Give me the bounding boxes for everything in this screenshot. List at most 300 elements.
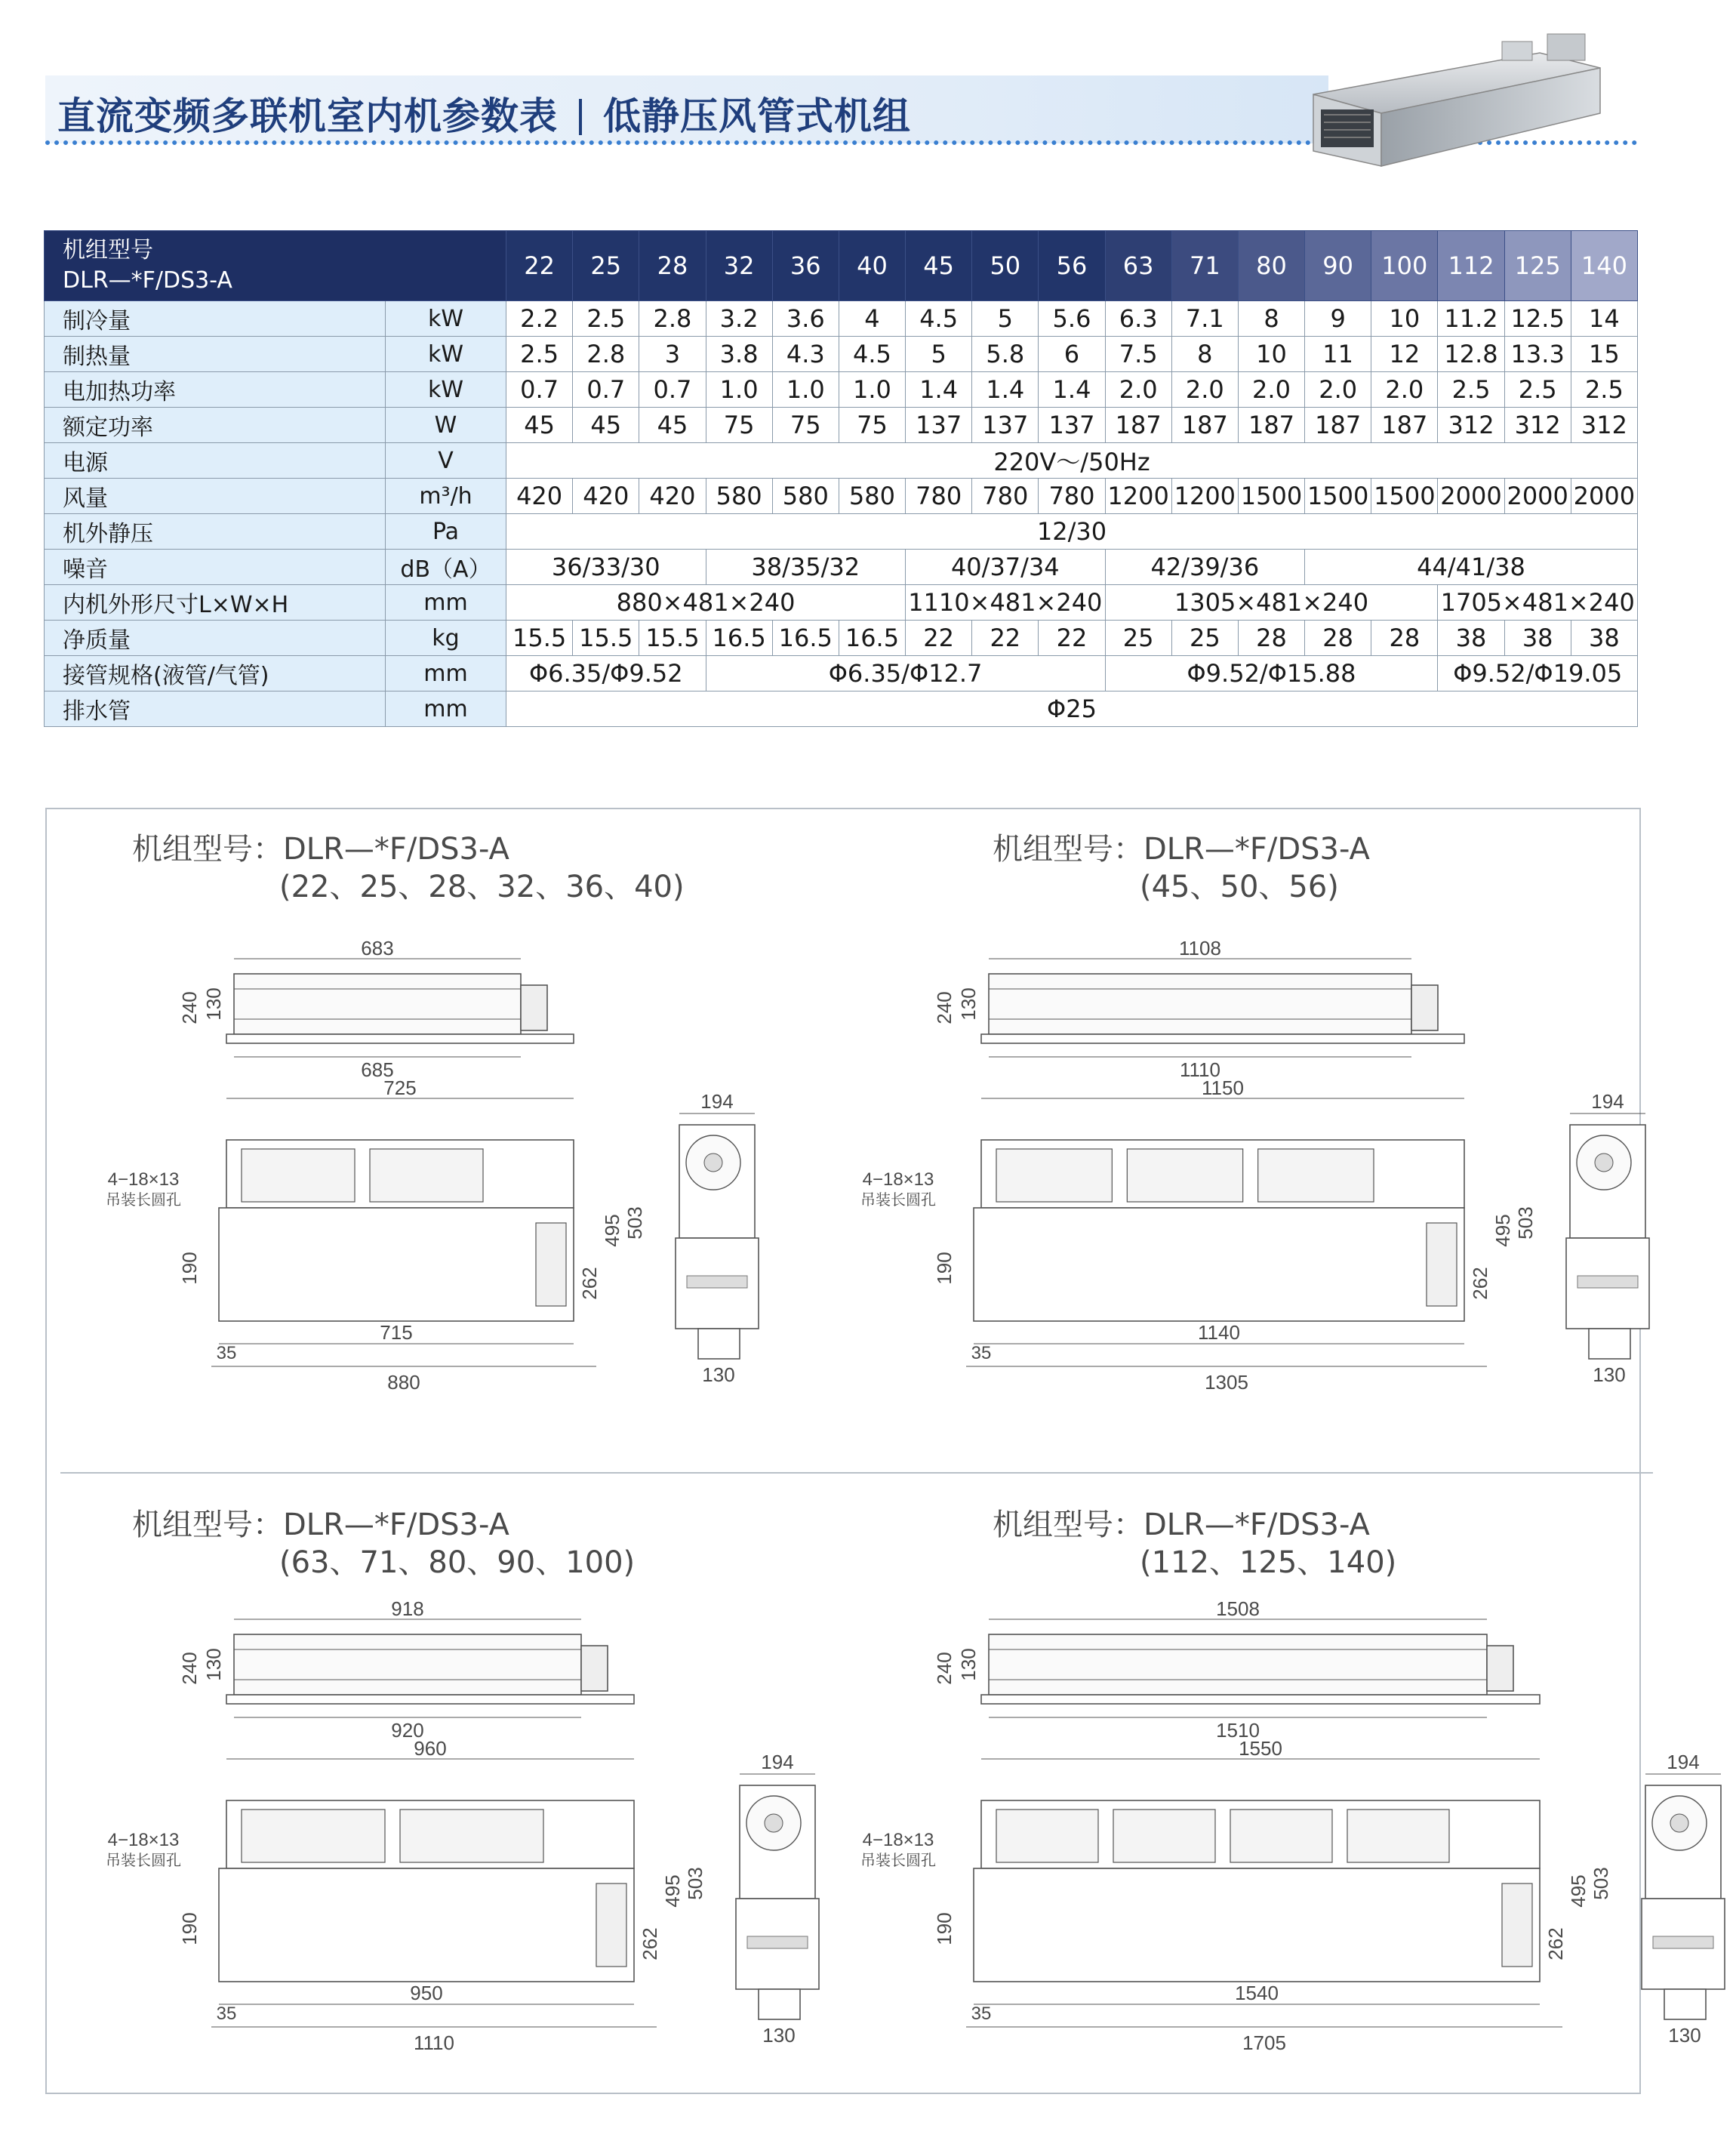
dimension-label: 240 — [178, 1652, 201, 1685]
dimension-label: 吊装长圆孔 — [106, 1192, 181, 1209]
table-cell: Φ6.35/Φ9.52 — [506, 656, 706, 691]
table-cell: 11.2 — [1438, 301, 1504, 337]
dimension-label: 1150 — [1202, 1076, 1244, 1099]
dimension-label: 715 — [380, 1321, 413, 1344]
table-cell: 12 — [1371, 337, 1438, 372]
table-cell: 75 — [772, 408, 839, 443]
table-cell: 1500 — [1238, 479, 1304, 514]
model-col: 71 — [1171, 231, 1238, 301]
table-cell: 25 — [1171, 621, 1238, 656]
table-cell: 10 — [1238, 337, 1304, 372]
table-cell: 312 — [1438, 408, 1504, 443]
table-cell: 187 — [1238, 408, 1304, 443]
fan-icon — [370, 1149, 483, 1202]
row-unit: W — [386, 408, 506, 443]
table-cell: 137 — [906, 408, 972, 443]
table-cell: 15.5 — [506, 621, 573, 656]
table-cell: 420 — [506, 479, 573, 514]
coil-box — [219, 1208, 574, 1321]
dimension-label: 1110 — [414, 2031, 454, 2054]
model-col: 100 — [1371, 231, 1438, 301]
top-view-body — [234, 1634, 581, 1695]
row-unit: kW — [386, 337, 506, 372]
table-cell: 1500 — [1371, 479, 1438, 514]
model-col: 125 — [1504, 231, 1571, 301]
model-col: 40 — [839, 231, 905, 301]
fan-icon — [400, 1810, 543, 1862]
table-cell: 36/33/30 — [506, 550, 706, 585]
table-cell: 45 — [573, 408, 639, 443]
drawing-model-code: 机组型号：DLR—*F/DS3-A — [993, 832, 1370, 867]
pipe-connector — [1502, 1883, 1532, 1967]
drawing-title — [993, 830, 1370, 906]
model-header-label: 机组型号 — [63, 237, 153, 263]
table-cell: 16.5 — [706, 621, 772, 656]
dimension-label: 685 — [361, 1058, 394, 1081]
dimension-label: 240 — [933, 991, 956, 1024]
table-cell: 5.8 — [972, 337, 1039, 372]
dimension-label: 190 — [178, 1912, 201, 1945]
model-header-code: DLR—*F/DS3-A — [63, 267, 232, 294]
model-col: 80 — [1238, 231, 1304, 301]
table-cell: 880×481×240 — [506, 585, 906, 621]
dimension-label: 262 — [1469, 1267, 1491, 1300]
model-col: 22 — [506, 231, 573, 301]
row-label: 制冷量 — [45, 301, 386, 337]
dimension-label: 190 — [933, 1912, 956, 1945]
table-cell: 2.0 — [1371, 372, 1438, 408]
dimension-label: 吊装长圆孔 — [860, 1853, 936, 1869]
fan-icon — [996, 1810, 1098, 1862]
dimension-label: 1140 — [1198, 1321, 1240, 1344]
table-cell: 2.2 — [506, 301, 573, 337]
table-cell: 580 — [706, 479, 772, 514]
dimension-drawing — [106, 1597, 868, 2087]
table-cell: 13.3 — [1504, 337, 1571, 372]
table-cell: 1200 — [1105, 479, 1171, 514]
table-cell: Φ9.52/Φ19.05 — [1438, 656, 1638, 691]
model-col: 28 — [639, 231, 706, 301]
table-cell: 2.0 — [1305, 372, 1371, 408]
mount-rail — [226, 1034, 574, 1043]
row-label: 制热量 — [45, 337, 386, 372]
table-cell: 38 — [1438, 621, 1504, 656]
pipe-connector — [581, 1646, 608, 1691]
row-label: 净质量 — [45, 621, 386, 656]
table-cell: 1.4 — [906, 372, 972, 408]
table-cell: 1.4 — [972, 372, 1039, 408]
dimension-label: 262 — [1544, 1927, 1567, 1960]
blower-hub-icon — [1595, 1154, 1613, 1172]
dimension-label: 503 — [1514, 1206, 1537, 1240]
dimension-label: 920 — [391, 1719, 424, 1742]
table-cell: 1.0 — [706, 372, 772, 408]
drawing-model-code: 机组型号：DLR—*F/DS3-A — [993, 1508, 1370, 1542]
table-cell: Φ6.35/Φ12.7 — [706, 656, 1105, 691]
row-label: 风量 — [45, 479, 386, 514]
table-cell: 11 — [1305, 337, 1371, 372]
fan-icon — [1127, 1149, 1242, 1202]
dimension-label: 240 — [178, 991, 201, 1024]
blower-hub-icon — [1670, 1814, 1688, 1832]
coil-box — [219, 1868, 634, 1982]
dimension-drawing — [860, 937, 1626, 1427]
dimension-label: 194 — [1591, 1090, 1624, 1113]
table-cell: 187 — [1171, 408, 1238, 443]
mount-rail — [226, 1695, 634, 1704]
dimension-label: 495 — [1567, 1874, 1590, 1908]
dimension-label: 1305 — [1205, 1371, 1248, 1394]
dimension-label: 130 — [957, 987, 980, 1021]
drawing-title — [132, 1506, 635, 1582]
table-cell: 2.5 — [1504, 372, 1571, 408]
table-cell: 12.8 — [1438, 337, 1504, 372]
table-cell: 12.5 — [1504, 301, 1571, 337]
table-cell: 780 — [1039, 479, 1105, 514]
dimension-label: 1108 — [1179, 937, 1221, 959]
title-right: 低静压风管式机组 — [603, 94, 911, 138]
spec-table — [44, 230, 1638, 727]
table-cell: 4 — [839, 301, 905, 337]
fan-icon — [1258, 1149, 1374, 1202]
table-cell: 5.6 — [1039, 301, 1105, 337]
drawing-model-list: (22、25、28、32、36、40) — [279, 870, 685, 904]
drawing-model-list: (45、50、56) — [1140, 870, 1339, 904]
model-col: 63 — [1105, 231, 1171, 301]
table-cell: 1110×481×240 — [906, 585, 1106, 621]
table-cell: 2.5 — [506, 337, 573, 372]
filter-grille — [1577, 1276, 1638, 1288]
table-cell: 4.5 — [839, 337, 905, 372]
table-cell: 2.0 — [1238, 372, 1304, 408]
row-label: 接管规格(液管/气管) — [45, 656, 386, 691]
row-unit: m³/h — [386, 479, 506, 514]
table-cell: 137 — [1039, 408, 1105, 443]
table-row — [45, 301, 1638, 337]
table-row — [45, 514, 1638, 550]
table-row — [45, 479, 1638, 514]
dimension-label: 130 — [762, 2024, 796, 2047]
table-cell: 312 — [1571, 408, 1637, 443]
fan-icon — [1347, 1810, 1449, 1862]
coil-box — [974, 1208, 1464, 1321]
table-cell: 28 — [1238, 621, 1304, 656]
table-cell: 780 — [972, 479, 1039, 514]
title-separator — [579, 99, 582, 135]
fan-icon — [242, 1149, 355, 1202]
table-cell: 2000 — [1571, 479, 1637, 514]
dimension-label: 1510 — [1216, 1719, 1260, 1742]
dimension-label: 1110 — [1180, 1058, 1220, 1081]
title-left: 直流变频多联机室内机参数表 — [57, 94, 558, 138]
row-unit: mm — [386, 691, 506, 727]
row-unit: kW — [386, 301, 506, 337]
table-row — [45, 691, 1638, 727]
table-row — [45, 621, 1638, 656]
fan-icon — [996, 1149, 1112, 1202]
table-cell: 6.3 — [1105, 301, 1171, 337]
table-row — [45, 585, 1638, 621]
table-cell: 12/30 — [506, 514, 1638, 550]
table-cell: 4.3 — [772, 337, 839, 372]
dimension-label: 吊装长圆孔 — [106, 1853, 181, 1869]
dimension-label: 194 — [1667, 1751, 1700, 1773]
dimension-label: 4−18×13 — [107, 1830, 180, 1850]
table-cell: 8 — [1238, 301, 1304, 337]
model-col: 140 — [1571, 231, 1637, 301]
table-cell: 22 — [906, 621, 972, 656]
table-cell: 38/35/32 — [706, 550, 906, 585]
filter-grille — [1653, 1936, 1713, 1948]
table-cell: 28 — [1305, 621, 1371, 656]
table-cell: 5 — [972, 301, 1039, 337]
table-cell: 2.0 — [1171, 372, 1238, 408]
coil-box — [974, 1868, 1540, 1982]
row-label: 额定功率 — [45, 408, 386, 443]
blower-hub-icon — [765, 1814, 783, 1832]
drawing-title — [993, 1506, 1396, 1582]
dimension-label: 918 — [391, 1597, 424, 1620]
top-view-body — [234, 974, 521, 1034]
drawing-model-list: (63、71、80、90、100) — [279, 1545, 636, 1580]
table-cell: 14 — [1571, 301, 1637, 337]
row-label: 排水管 — [45, 691, 386, 727]
drain-outlet — [698, 1329, 740, 1359]
table-cell: 1.0 — [839, 372, 905, 408]
model-col: 112 — [1438, 231, 1504, 301]
table-cell: 42/39/36 — [1105, 550, 1305, 585]
dimension-label: 960 — [414, 1737, 447, 1760]
table-cell: 2000 — [1438, 479, 1504, 514]
dimension-label: 880 — [387, 1371, 420, 1394]
row-label: 电加热功率 — [45, 372, 386, 408]
table-row — [45, 443, 1638, 479]
table-cell: 15 — [1571, 337, 1637, 372]
dimension-label: 950 — [410, 1982, 443, 2004]
table-cell: 7.5 — [1105, 337, 1171, 372]
table-cell: 1.4 — [1039, 372, 1105, 408]
fan-icon — [1113, 1810, 1215, 1862]
dimension-label: 503 — [684, 1867, 706, 1900]
model-header — [45, 231, 506, 301]
table-cell: 580 — [772, 479, 839, 514]
dimension-label: 1508 — [1216, 1597, 1260, 1620]
table-cell: 9 — [1305, 301, 1371, 337]
row-label: 机外静压 — [45, 514, 386, 550]
top-view-body — [989, 974, 1411, 1034]
dimension-label: 683 — [361, 937, 394, 959]
table-cell: 15.5 — [639, 621, 706, 656]
table-cell: 2000 — [1504, 479, 1571, 514]
table-cell: 187 — [1371, 408, 1438, 443]
table-cell: 6 — [1039, 337, 1105, 372]
table-cell: 187 — [1305, 408, 1371, 443]
row-unit: kW — [386, 372, 506, 408]
row-unit: V — [386, 443, 506, 479]
dimension-label: 194 — [700, 1090, 734, 1113]
row-unit: mm — [386, 656, 506, 691]
dimension-label: 262 — [639, 1927, 661, 1960]
table-cell: 44/41/38 — [1305, 550, 1638, 585]
dimension-label: 130 — [1593, 1363, 1626, 1386]
pipe-connector — [536, 1223, 566, 1306]
table-cell: 1200 — [1171, 479, 1238, 514]
dimension-label: 1705 — [1242, 2031, 1286, 2054]
pipe-connector — [1427, 1223, 1457, 1306]
row-label: 电源 — [45, 443, 386, 479]
dimension-label: 725 — [383, 1076, 417, 1099]
table-cell: 75 — [839, 408, 905, 443]
dimension-label: 35 — [971, 1343, 992, 1363]
table-cell: Φ25 — [506, 691, 1638, 727]
table-cell: 3.8 — [706, 337, 772, 372]
table-cell: 25 — [1105, 621, 1171, 656]
filter-grille — [747, 1936, 808, 1948]
table-cell: 2.5 — [1571, 372, 1637, 408]
dimension-label: 503 — [1590, 1867, 1612, 1900]
filter-grille — [687, 1276, 747, 1288]
dimension-label: 262 — [578, 1267, 601, 1300]
drain-outlet — [1664, 1989, 1706, 2019]
dimension-label: 503 — [623, 1206, 646, 1240]
table-row — [45, 656, 1638, 691]
dimension-label: 35 — [216, 1343, 237, 1363]
fan-icon — [242, 1810, 385, 1862]
row-label: 噪音 — [45, 550, 386, 585]
table-row — [45, 337, 1638, 372]
table-row — [45, 550, 1638, 585]
pipe-connector — [596, 1883, 626, 1967]
table-cell: 580 — [839, 479, 905, 514]
product-image — [1298, 23, 1615, 181]
table-cell: 10 — [1371, 301, 1438, 337]
table-cell: 7.1 — [1171, 301, 1238, 337]
model-col: 50 — [972, 231, 1039, 301]
dimension-label: 4−18×13 — [862, 1830, 934, 1850]
dimension-label: 495 — [1491, 1214, 1514, 1247]
table-cell: 4.5 — [906, 301, 972, 337]
dimension-label: 495 — [661, 1874, 684, 1908]
table-cell: 28 — [1371, 621, 1438, 656]
pipe-connector — [1411, 985, 1438, 1030]
table-cell: Φ9.52/Φ15.88 — [1105, 656, 1438, 691]
model-col: 32 — [706, 231, 772, 301]
dimension-label: 190 — [178, 1252, 201, 1285]
table-cell: 137 — [972, 408, 1039, 443]
dimension-label: 4−18×13 — [862, 1169, 934, 1190]
drain-outlet — [759, 1989, 800, 2019]
table-cell: 2.0 — [1105, 372, 1171, 408]
row-unit: kg — [386, 621, 506, 656]
dimension-label: 35 — [216, 2004, 237, 2024]
table-cell: 45 — [506, 408, 573, 443]
dimension-label: 130 — [1668, 2024, 1701, 2047]
model-col: 56 — [1039, 231, 1105, 301]
table-cell: 0.7 — [506, 372, 573, 408]
model-col: 25 — [573, 231, 639, 301]
table-cell: 1705×481×240 — [1438, 585, 1638, 621]
table-cell: 1305×481×240 — [1105, 585, 1438, 621]
blower-hub-icon — [704, 1154, 722, 1172]
model-col: 45 — [906, 231, 972, 301]
table-cell: 15.5 — [573, 621, 639, 656]
dimension-label: 130 — [202, 987, 225, 1021]
drawing-title — [132, 830, 685, 906]
row-label: 内机外形尺寸L×W×H — [45, 585, 386, 621]
dimension-label: 194 — [761, 1751, 794, 1773]
header-row — [45, 231, 1638, 301]
table-cell: 2.8 — [639, 301, 706, 337]
table-cell: 45 — [639, 408, 706, 443]
drain-outlet — [1589, 1329, 1630, 1359]
dimension-drawing — [860, 1597, 1701, 2087]
table-cell: 5 — [906, 337, 972, 372]
page-title — [57, 86, 911, 140]
table-cell: 40/37/34 — [906, 550, 1106, 585]
dimension-label: 1550 — [1239, 1737, 1282, 1760]
dimension-label: 130 — [957, 1648, 980, 1681]
mount-rail — [981, 1034, 1464, 1043]
table-cell: 16.5 — [772, 621, 839, 656]
dimension-label: 495 — [601, 1214, 623, 1247]
mount-rail — [981, 1695, 1540, 1704]
dimension-label: 35 — [971, 2004, 992, 2024]
table-cell: 38 — [1571, 621, 1637, 656]
table-cell: 780 — [906, 479, 972, 514]
row-unit: dB（A） — [386, 550, 506, 585]
table-cell: 2.8 — [573, 337, 639, 372]
table-cell: 312 — [1504, 408, 1571, 443]
row-unit: Pa — [386, 514, 506, 550]
table-cell: 420 — [639, 479, 706, 514]
table-row — [45, 372, 1638, 408]
table-cell: 3.6 — [772, 301, 839, 337]
table-cell: 22 — [1039, 621, 1105, 656]
dimension-label: 130 — [702, 1363, 735, 1386]
table-cell: 2.5 — [573, 301, 639, 337]
drawing-model-code: 机组型号：DLR—*F/DS3-A — [132, 832, 509, 867]
table-cell: 22 — [972, 621, 1039, 656]
model-col: 90 — [1305, 231, 1371, 301]
dimension-label: 240 — [933, 1652, 956, 1685]
dimension-label: 4−18×13 — [107, 1169, 180, 1190]
pipe-connector — [521, 985, 547, 1030]
dimension-label: 1540 — [1235, 1982, 1279, 2004]
table-cell: 0.7 — [573, 372, 639, 408]
table-cell: 1500 — [1305, 479, 1371, 514]
table-cell: 38 — [1504, 621, 1571, 656]
drawing-model-list: (112、125、140) — [1140, 1545, 1397, 1580]
table-cell: 3 — [639, 337, 706, 372]
dimension-label: 吊装长圆孔 — [860, 1192, 936, 1209]
table-cell: 16.5 — [839, 621, 905, 656]
dimension-label: 130 — [202, 1648, 225, 1681]
table-cell: 8 — [1171, 337, 1238, 372]
row-unit: mm — [386, 585, 506, 621]
table-cell: 220V～/50Hz — [506, 443, 1638, 479]
table-cell: 420 — [573, 479, 639, 514]
fan-icon — [1230, 1810, 1332, 1862]
panel-divider — [60, 1472, 1653, 1474]
table-cell: 3.2 — [706, 301, 772, 337]
table-row — [45, 408, 1638, 443]
table-cell: 187 — [1105, 408, 1171, 443]
table-cell: 1.0 — [772, 372, 839, 408]
table-cell: 2.5 — [1438, 372, 1504, 408]
dimension-label: 190 — [933, 1252, 956, 1285]
drawing-model-code: 机组型号：DLR—*F/DS3-A — [132, 1508, 509, 1542]
model-col: 36 — [772, 231, 839, 301]
